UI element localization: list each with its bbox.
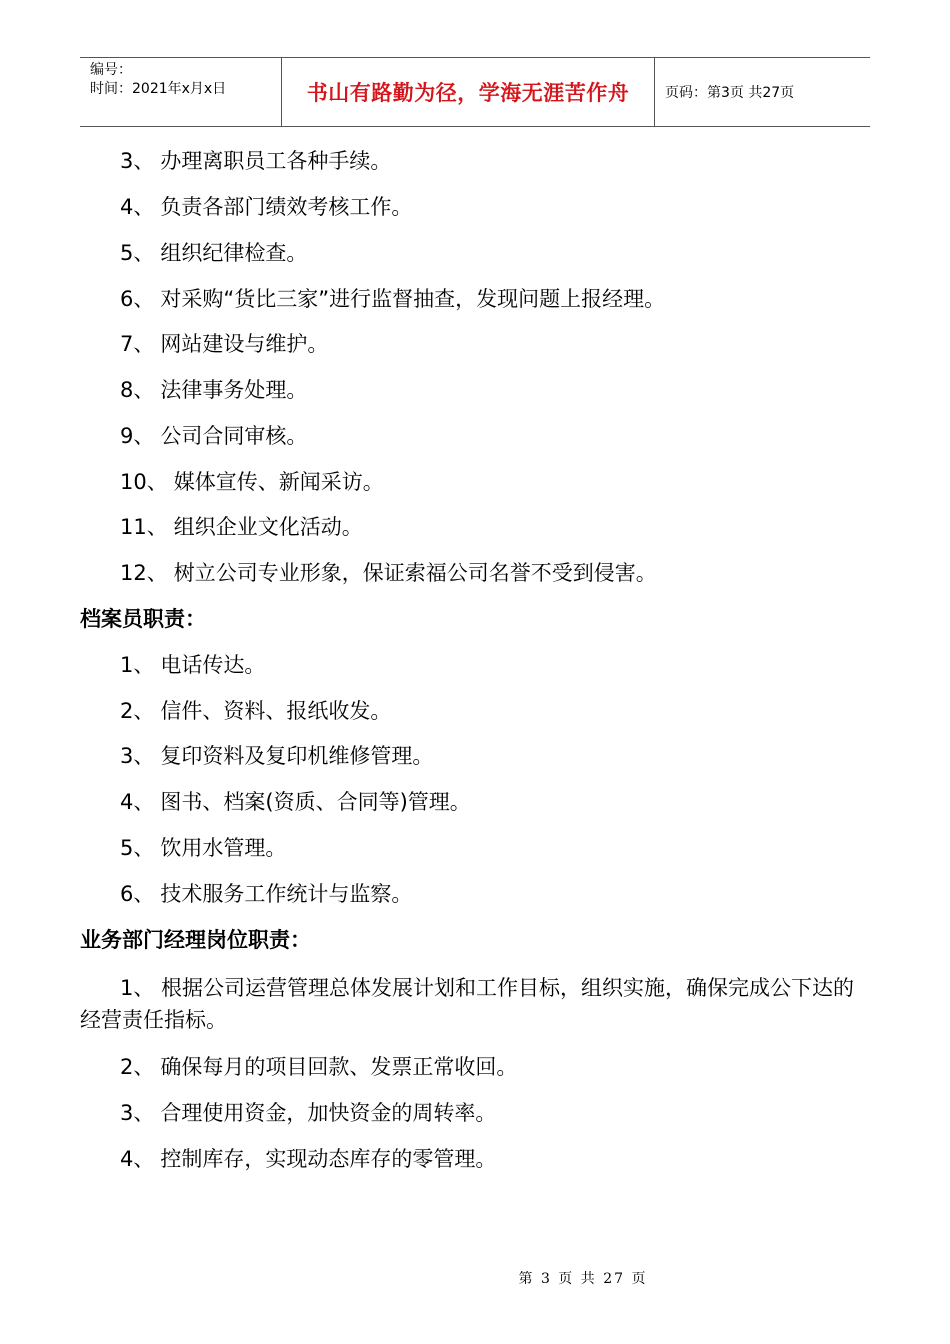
section-heading-business-manager: 业务部门经理岗位职责： (80, 928, 311, 952)
list-item: 4、 图书、档案(资质、合同等)管理。 (120, 790, 471, 814)
list-item: 1、 电话传达。 (120, 653, 266, 677)
list-item: 7、 网站建设与维护。 (120, 332, 329, 356)
list-item: 2、 信件、资料、报纸收发。 (120, 699, 392, 723)
list-item: 9、 公司合同审核。 (120, 424, 308, 448)
list-item: 8、 法律事务处理。 (120, 378, 308, 402)
page-footer: 第 3 页 共 27 页 (518, 1271, 648, 1287)
list-item: 2、 确保每月的项目回款、发票正常收回。 (120, 1055, 518, 1079)
page-header (80, 57, 870, 127)
date-label: 时间：2021年x月x日 (90, 81, 227, 97)
list-item: 3、 办理离职员工各种手续。 (120, 149, 392, 173)
section-heading-archivist: 档案员职责： (80, 607, 206, 631)
paragraph: 1、 根据公司运营管理总体发展计划和工作目标，组织实施，确保完成公下达的经营责任指标。 (80, 976, 855, 1032)
header-meta-cell (80, 58, 282, 126)
list-item: 3、 合理使用资金，加快资金的周转率。 (120, 1101, 497, 1125)
header-motto-cell (282, 58, 655, 126)
list-item: 10、 媒体宣传、新闻采访。 (120, 470, 384, 494)
list-item: 6、 对采购“货比三家”进行监督抽查，发现问题上报经理。 (120, 287, 666, 311)
list-item: 4、 负责各部门绩效考核工作。 (120, 195, 413, 219)
list-item: 11、 组织企业文化活动。 (120, 515, 363, 539)
list-item: 5、 饮用水管理。 (120, 836, 287, 860)
list-item: 3、 复印资料及复印机维修管理。 (120, 744, 434, 768)
page-info: 页码：第3页 共27页 (665, 85, 795, 101)
list-item: 6、 技术服务工作统计与监察。 (120, 882, 413, 906)
header-page-cell (655, 58, 870, 126)
motto-text: 书山有路勤为径，学海无涯苦作舟 (306, 80, 630, 105)
list-item: 5、 组织纪律检查。 (120, 241, 308, 265)
list-item: 4、 控制库存，实现动态库存的零管理。 (120, 1147, 497, 1171)
list-item: 12、 树立公司专业形象，保证索福公司名誉不受到侵害。 (120, 561, 657, 585)
serial-number-label: 编号： (90, 62, 132, 78)
